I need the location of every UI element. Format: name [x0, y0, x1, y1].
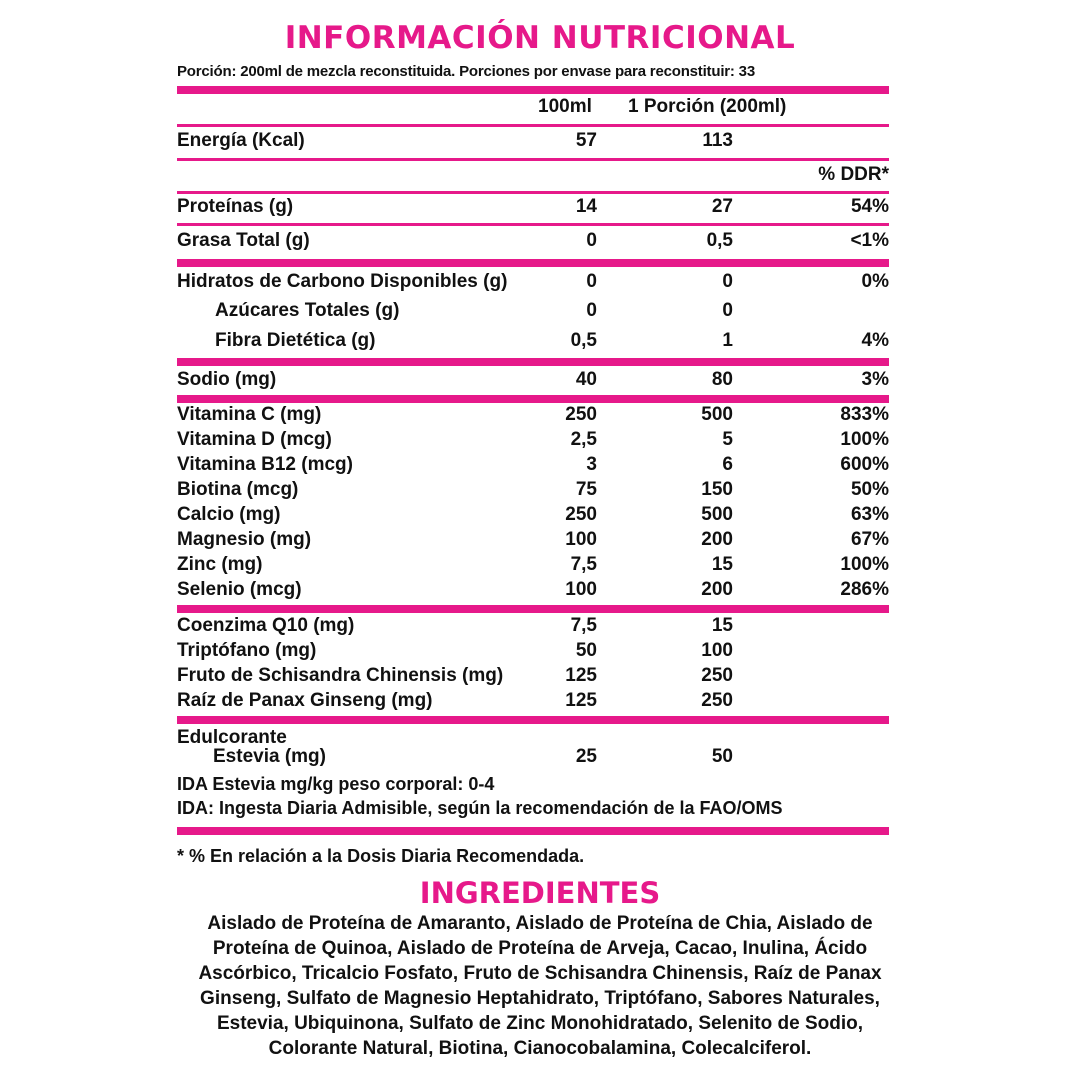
value-ddr: <1% [850, 230, 889, 251]
value-100ml: 14 [575, 196, 597, 217]
nutrient-row [177, 504, 889, 530]
value-portion: 100 [701, 640, 733, 661]
divider [177, 191, 889, 194]
value-100ml: 75 [575, 479, 597, 500]
nutrient-label: Calcio (mg) [177, 504, 281, 525]
sweetener-sub-label: Estevia (mg) [213, 746, 326, 767]
value-portion: 500 [701, 404, 733, 425]
nutrient-row [177, 271, 889, 297]
value-ddr: 100% [840, 554, 889, 575]
divider [177, 124, 889, 127]
value-100ml: 0 [586, 230, 597, 251]
nutrient-label: Azúcares Totales (g) [215, 300, 400, 321]
value-ddr: 50% [850, 479, 889, 500]
value-portion: 15 [711, 615, 733, 636]
value-100ml: 2,5 [570, 429, 597, 450]
value-portion: 113 [702, 130, 733, 151]
ingredients-line: Ginseng, Sulfato de Magnesio Heptahidrato, Triptófano, Sabores Naturales, [200, 988, 880, 1009]
value-portion: 200 [701, 579, 733, 600]
sweetener-row [177, 746, 889, 772]
nutrient-label: Proteínas (g) [177, 196, 294, 217]
nutrient-row [177, 479, 889, 505]
value-100ml: 125 [565, 690, 597, 711]
nutrient-label: Zinc (mg) [177, 554, 263, 575]
divider [177, 86, 889, 94]
ddr-footnote: * % En relación a la Dosis Diaria Recomendada. [177, 846, 585, 866]
value-100ml: 100 [565, 579, 597, 600]
divider [177, 358, 889, 366]
value-ddr: 63% [850, 504, 889, 525]
nutrient-row [177, 665, 889, 691]
divider [177, 223, 889, 226]
value-portion: 0 [722, 300, 733, 321]
value-portion: 6 [722, 454, 733, 475]
nutrient-label: Triptófano (mg) [177, 640, 317, 661]
nutrient-row [177, 429, 889, 455]
ida-definition-note: IDA: Ingesta Diaria Admisible, según la recomendación de la FAO/OMS [177, 798, 783, 818]
divider [177, 259, 889, 267]
divider [177, 605, 889, 613]
nutrient-label: Vitamina B12 (mcg) [177, 454, 353, 475]
nutrient-label: Coenzima Q10 (mg) [177, 615, 355, 636]
ingredients-line: Proteína de Quinoa, Aislado de Proteína de Arveja, Cacao, Inulina, Ácido [212, 938, 868, 959]
value-100ml: 50 [575, 640, 597, 661]
value-portion: 500 [701, 504, 733, 525]
value-ddr: 100% [840, 429, 889, 450]
nutrient-row [177, 330, 889, 356]
nutrient-row [177, 615, 889, 641]
value-100ml: 250 [565, 504, 597, 525]
nutrient-label: Fruto de Schisandra Chinensis (mg) [177, 665, 504, 686]
value-ddr: 600% [840, 454, 889, 475]
nutrient-row [177, 404, 889, 430]
value-ddr: 54% [850, 196, 889, 217]
divider [177, 827, 889, 835]
value-100ml: 100 [565, 529, 597, 550]
value-100ml: 3 [586, 454, 597, 475]
nutrient-label: Biotina (mcg) [177, 479, 299, 500]
value-portion: 5 [722, 429, 733, 450]
value-portion: 200 [701, 529, 733, 550]
value-100ml: 7,5 [570, 615, 597, 636]
header-100ml: 100ml [538, 96, 592, 117]
nutrient-label: Hidratos de Carbono Disponibles (g) [177, 271, 508, 292]
value-100ml: 0 [586, 300, 597, 321]
value-portion: 0,5 [706, 230, 733, 251]
ddr-header-row [177, 164, 889, 190]
value-ddr: 0% [861, 271, 889, 292]
header-portion: 1 Porción (200ml) [628, 96, 787, 117]
value-100ml: 57 [575, 130, 597, 151]
nutrient-label: Magnesio (mg) [177, 529, 312, 550]
nutrient-label: Selenio (mcg) [177, 579, 302, 600]
value-100ml: 40 [575, 369, 597, 390]
ingredients-line: Colorante Natural, Biotina, Cianocobalamina, Colecalciferol. [268, 1038, 812, 1059]
ida-value-note: IDA Estevia mg/kg peso corporal: 0-4 [177, 774, 495, 794]
ingredients-title: INGREDIENTES [419, 876, 661, 910]
sweetener-label: Edulcorante [177, 727, 287, 748]
value-ddr: 4% [861, 330, 889, 351]
nutrient-row [177, 300, 889, 326]
value-portion: 250 [701, 665, 733, 686]
nutrient-row [177, 529, 889, 555]
nutrient-label: Vitamina D (mcg) [177, 429, 332, 450]
value-100ml: 125 [565, 665, 597, 686]
ingredients-line: Aislado de Proteína de Amaranto, Aislado de Proteína de Chia, Aislado de [207, 913, 873, 934]
ingredients-line: Ascórbico, Tricalcio Fosfato, Fruto de Schisandra Chinensis, Raíz de Panax [198, 963, 882, 984]
nutrition-title: INFORMACIÓN NUTRICIONAL [284, 20, 796, 56]
nutrient-label: Vitamina C (mg) [177, 404, 322, 425]
value-ddr: 833% [840, 404, 889, 425]
energy-row [177, 130, 889, 156]
value-portion: 250 [701, 690, 733, 711]
value-100ml: 0 [586, 271, 597, 292]
value-100ml: 25 [575, 746, 597, 767]
nutrient-row [177, 579, 889, 605]
value-100ml: 250 [565, 404, 597, 425]
nutrient-row [177, 369, 889, 395]
column-header-row [177, 96, 889, 122]
divider [177, 395, 889, 403]
value-100ml: 0,5 [570, 330, 597, 351]
value-ddr: 286% [840, 579, 889, 600]
value-portion: 1 [722, 330, 733, 351]
nutrient-row [177, 640, 889, 666]
ingredients-list [160, 911, 920, 1061]
nutrient-label: Sodio (mg) [177, 369, 277, 390]
nutrient-row [177, 554, 889, 580]
nutrient-label: Raíz de Panax Ginseng (mg) [177, 690, 433, 711]
nutrient-label: Fibra Dietética (g) [215, 330, 376, 351]
header-ddr: % DDR* [818, 164, 889, 185]
value-portion: 27 [711, 196, 733, 217]
nutrient-label: Energía (Kcal) [177, 130, 305, 151]
value-ddr: 3% [861, 369, 889, 390]
nutrient-row [177, 690, 889, 716]
value-portion: 80 [711, 369, 733, 390]
value-portion: 15 [711, 554, 733, 575]
value-ddr: 67% [850, 529, 889, 550]
value-portion: 0 [722, 271, 733, 292]
serving-info: Porción: 200ml de mezcla reconstituida. Porciones por envase para reconstituir: 33 [177, 63, 755, 80]
nutrient-label: Grasa Total (g) [177, 230, 310, 251]
ingredients-line: Estevia, Ubiquinona, Sulfato de Zinc Monohidratado, Selenito de Sodio, [216, 1013, 864, 1034]
value-portion: 50 [711, 746, 733, 767]
nutrient-row [177, 196, 889, 222]
nutrient-row [177, 230, 889, 256]
nutrient-row [177, 454, 889, 480]
value-100ml: 7,5 [570, 554, 597, 575]
divider [177, 158, 889, 161]
divider [177, 716, 889, 724]
value-portion: 150 [701, 479, 733, 500]
